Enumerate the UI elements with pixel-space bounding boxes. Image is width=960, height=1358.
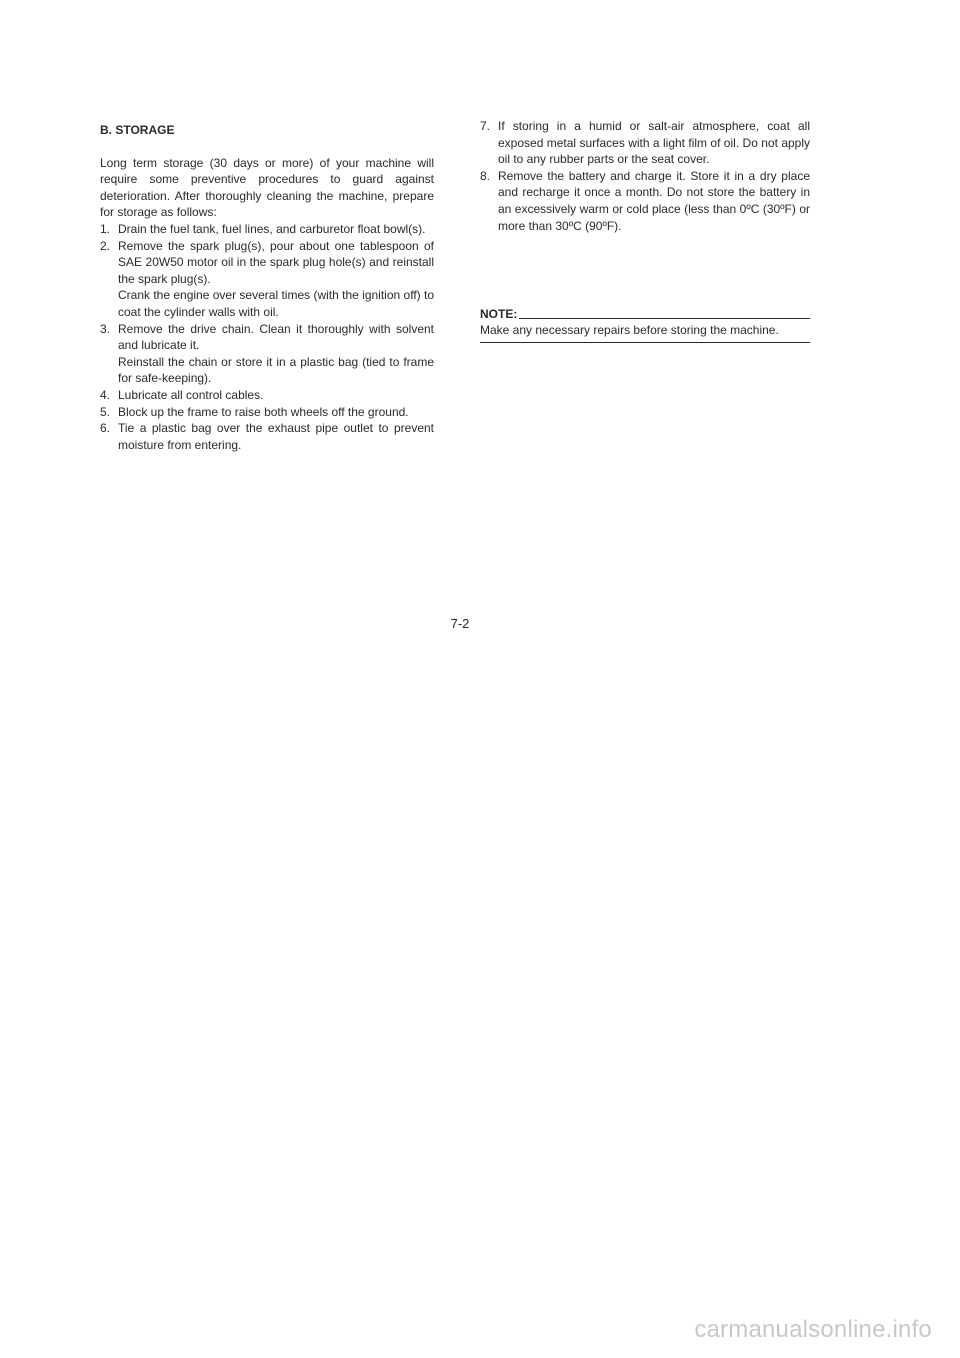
step-text: Remove the drive chain. Clean it thoroughly with solvent and lubricate it. xyxy=(118,321,434,353)
step-3 xyxy=(100,321,434,387)
right-column xyxy=(480,118,810,234)
step-text: Lubricate all control cables. xyxy=(118,387,264,402)
step-text: If storing in a humid or salt-air atmosphere, coat all exposed metal surfaces with a light film of oil. Do not apply oil to any rubber parts or the seat cover. xyxy=(498,119,810,167)
step-6 xyxy=(100,420,434,453)
step-4 xyxy=(100,387,434,404)
left-column xyxy=(100,118,434,453)
step-text: Tie a plastic bag over the exhaust pipe outlet to prevent moisture from entering. xyxy=(118,421,434,452)
note-box xyxy=(480,306,810,343)
storage-steps-list-continued xyxy=(480,118,810,234)
step-number: 5. xyxy=(100,404,111,419)
step-text: Block up the frame to raise both wheels off the ground. xyxy=(118,404,409,419)
note-label: NOTE: xyxy=(480,307,518,321)
step-1 xyxy=(100,221,434,238)
step-text: Drain the fuel tank, fuel lines, and carburetor float bowl(s). xyxy=(118,221,426,236)
step-text-continued: Crank the engine over several times (with the ignition off) to coat the cylinder walls with oil. xyxy=(118,288,434,319)
step-number: 6. xyxy=(100,421,111,436)
page-number: 7-2 xyxy=(450,616,470,631)
storage-steps-list xyxy=(100,221,434,453)
note-header xyxy=(480,306,810,322)
note-rule xyxy=(519,318,810,319)
step-5 xyxy=(100,404,434,421)
step-2 xyxy=(100,238,434,321)
step-8 xyxy=(480,168,810,234)
step-number: 2. xyxy=(100,238,111,253)
step-7 xyxy=(480,118,810,168)
step-text: Remove the spark plug(s), pour about one tablespoon of SAE 20W50 motor oil in the spark plug hole(s) and reinstall the spark plug(s). xyxy=(118,238,434,286)
step-number: 1. xyxy=(100,221,111,236)
note-text: Make any necessary repairs before storing the machine. xyxy=(480,322,810,343)
intro-paragraph: Long term storage (30 days or more) of your machine will require some preventive procedures to guard against deterioration. After thoroughly cleaning the machine, prepare for storage as follows: xyxy=(100,155,434,220)
section-heading: B. STORAGE xyxy=(100,123,175,137)
step-number: 3. xyxy=(100,321,111,336)
step-number: 7. xyxy=(480,119,491,133)
watermark: carmanualsonline.info xyxy=(694,1316,932,1343)
step-text: Remove the battery and charge it. Store it in a dry place and recharge it once a month. Do not store the battery in an excessively warm or cold place (less than 0ºC (30ºF) or more than 30ºC (90ºF). xyxy=(498,168,810,233)
step-number: 8. xyxy=(480,168,491,183)
step-number: 4. xyxy=(100,387,111,402)
step-text-continued: Reinstall the chain or store it in a plastic bag (tied to frame for safe-keeping). xyxy=(118,354,434,386)
